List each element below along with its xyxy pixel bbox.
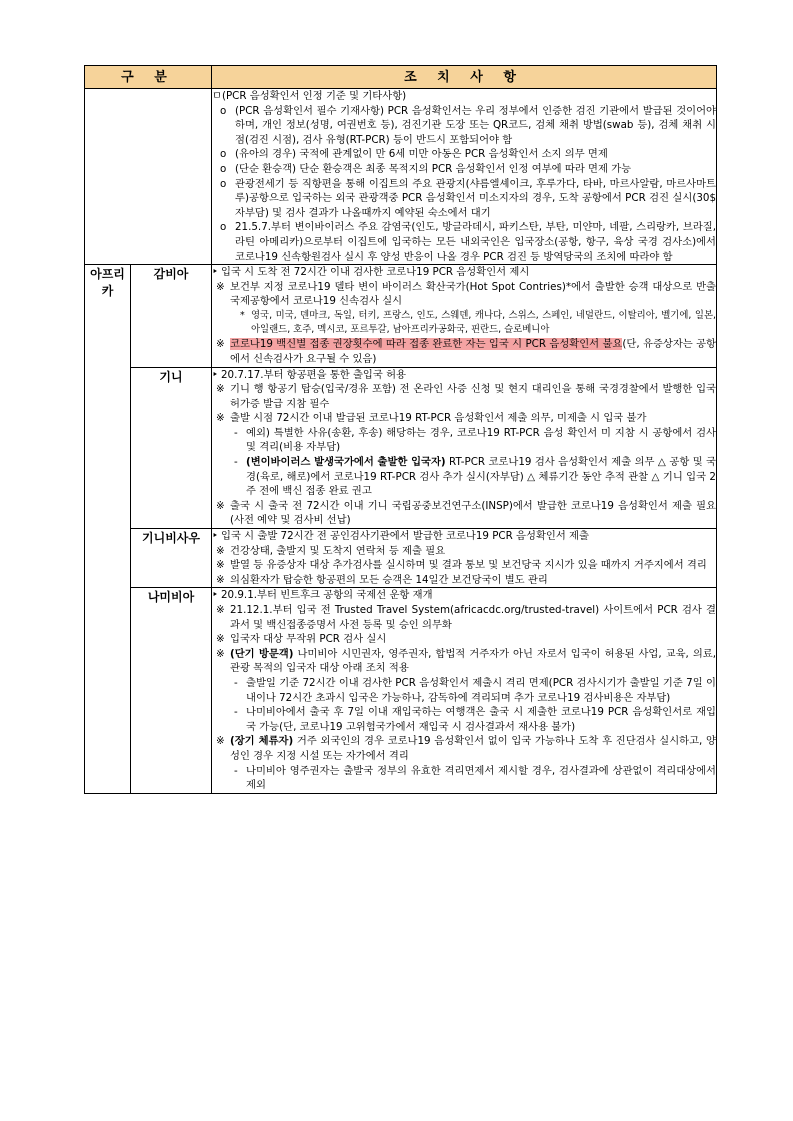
- circle-bullet-icon: o: [220, 177, 227, 190]
- arrow-bullet-icon: ‣: [212, 530, 219, 543]
- country-guinea-bissau: 기니비사우: [131, 529, 212, 588]
- dash-bullet-icon: -: [234, 764, 238, 777]
- dash-bullet-icon: -: [234, 676, 238, 689]
- general-item: o (유아의 경우) 국적에 관계없이 만 6세 미만 아동은 PCR 음성확인서 소지 의무 면제: [220, 148, 608, 161]
- reference-mark-icon: ※: [216, 604, 225, 616]
- gambia-content: ‣ 입국 시 도착 전 72시간 이내 검사한 코로나19 PCR 음성확인서 제시 ※ 보건부 지정 코로나19 델타 변이 바이러스 확산국가(Hot Spot Contries)*에서 출발한 승객 대상으로 반출 국제공항에서 코로나19 신속검사 실시 * 영국, 미국, 덴마크, 독일, 터키, 프랑스, 인도, 스웨덴, 캐나다, 스위스, 스페인, 네덜란드, 이탈리아, 벨기에, 일본, 아일랜드, 호주, 멕시코, 포르투갈, 남아프리카공화국, 핀란드, 슬로베니아 ※ 코로나19 백신별 접종 권장횟수에 따라 접종 완료한 자는 입국 시 PCR 음성확인서 불요(단, 유증상자는 공항에서 신속검사가 요구될 수 있음): [212, 265, 717, 367]
- header-measures: 조 치 사 항: [212, 66, 717, 89]
- country-row-namibia: [85, 588, 717, 793]
- reference-mark-icon: ※: [216, 499, 225, 512]
- general-item: o 관광전세기 등 직항편을 통해 이집트의 주요 관광지(샤름엘셰이크, 후루가다, 타바, 마르사알람, 마르사마트루)공항으로 입국하는 외국 관광객중 PCR 음성확인서 미소지자의 경우, 도착 공항에서 PCR 검진 실시(30$ 자부담) 및 검사 결과가 나올때까지 예약된 숙소에서 대기: [220, 177, 716, 219]
- country-gambia: 감비아: [131, 265, 212, 367]
- arrow-bullet-icon: ‣: [212, 589, 219, 602]
- reference-mark-icon: ※: [216, 573, 225, 586]
- circle-bullet-icon: o: [220, 148, 227, 161]
- reference-mark-icon: ※: [216, 559, 225, 572]
- general-item: o 21.5.7.부터 변이바이러스 주요 감염국(인도, 방글라데시, 파키스탄, 부탄, 미얀마, 네팔, 스리랑카, 브라질, 라틴 아메리카)으로부터 이집트에 입국하는 모든 내외국인은 입국장소(공항, 항구, 육상 국경 검사소)에서 코로나19 신속항원검사 실시 후 양성 반응이 나올 경우 PCR 검진 등 방역당국의 조치에 따라야 함: [220, 221, 716, 263]
- country-row-gambia: [85, 265, 717, 367]
- arrow-bullet-icon: ‣: [212, 368, 219, 381]
- guinea-bissau-content: ‣ 입국 시 출발 72시간 전 공인검사기관에서 발급한 코로나19 PCR 음성확인서 제출 ※ 건강상태, 출발지 및 도착지 연락처 등 제출 필요 ※ 발열 등 유증상자 대상 추가검사를 실시하며 및 결과 통보 및 보건당국 지시가 있을 때까지 거주지에서 격리 ※ 의심환자가 탑승한 항공편의 모든 승객은 14일간 보건당국이 별도 관리: [212, 529, 717, 588]
- reference-mark-icon: ※: [216, 647, 225, 660]
- arrow-bullet-icon: ‣: [212, 266, 219, 279]
- region-africa: 아프리카: [85, 265, 131, 794]
- namibia-content: ‣ 20.9.1.부터 빈트후크 공항의 국제선 운항 재개 ※ 21.12.1.부터 입국 전 Trusted Travel System(africacdc.org/trusted-travel) 사이트에서 PCR 검사 결과서 및 백신접종증명서 사전 등록 및 승인 의무화 ※ 입국자 대상 무작위 PCR 검사 실시 ※ (단기 방문객) 나미비아 시민권자, 영주권자, 합법적 거주자가 아닌 자로서 입국이 허용된 사업, 교육, 의료, 관광 목적의 입국자 대상 아래 조치 적용 - 출발일 기준 72시간 이내 검사한 PCR 음성확인서 제출시 격리 면제(PCR 검사시기가 출발일 기준 7일 이내이나 72시간 초과시 입국은 가능하나, 감독하에 격리되며 추가 코로나19 검사비용은 자부담) - 나미비아에서 출국 후 7일 이내 재입국하는 여행객은 출국 시 제출한 코로나19 PCR 음성확인서로 재입국 가능(단, 코로나19 고위험국가에서 재입국 시 검사결과서 재사용 불가) ※ (장기 체류자) 거주 외국인의 경우 코로나19 음성확인서 없이 입국 가능하나 도착 후 진단검사 실시하고, 양성인 경우 지정 시설 또는 자가에서 격리 - 나미비아 영주권자는 출발국 정부의 유효한 격리면제서 제시할 경우, 검사결과에 상관없이 격리대상에서 제외: [212, 588, 717, 793]
- general-row: [85, 89, 717, 265]
- reference-mark-icon: ※: [216, 544, 225, 557]
- table-header-row: [85, 66, 717, 89]
- reference-mark-icon: ※: [216, 383, 225, 396]
- general-item: o (PCR 음성확인서 필수 기재사항) PCR 음성확인서는 우리 정부에서 인증한 검진 기관에서 발급된 것이어야 하며, 개인 정보(성명, 여권번호 등), 검진기관 도장 또는 QR코드, 검체 채취 방법(swab 등), 검체 채취 시점(검진 시점), 검사 유형(RT-PCR) 등이 반드시 포함되어야 함: [220, 104, 716, 146]
- circle-bullet-icon: o: [220, 104, 227, 117]
- reference-mark-icon: ※: [216, 280, 225, 293]
- reference-mark-icon: ※: [216, 412, 225, 425]
- highlighted-text: 코로나19 백신별 접종 권장횟수에 따라 접종 완료한 자는 입국 시 PCR 음성확인서 불요: [230, 338, 623, 351]
- country-row-guinea: [85, 367, 717, 529]
- country-guinea: 기니: [131, 367, 212, 529]
- dash-bullet-icon: -: [234, 456, 238, 469]
- country-row-guinea-bissau: [85, 529, 717, 588]
- general-title: (PCR 음성확인서 인정 기준 및 기타사항): [221, 90, 407, 102]
- asterisk-icon: *: [240, 309, 245, 321]
- guinea-content: ‣ 20.7.17.부터 항공편을 통한 출입국 허용 ※ 기니 행 항공기 탑승(입국/경유 포함) 전 온라인 사증 신청 및 현지 대리인을 통해 국경경찰에서 발행한 입국 허가증 발급 지참 필수 ※ 출발 시점 72시간 이내 발급된 코로나19 RT-PCR 음성확인서 제출 의무, 미제출 시 입국 불가 - 예외) 특별한 사유(송환, 후송) 해당하는 경우, 코로나19 RT-PCR 음성 확인서 미 지참 시 공항에서 검사 및 격리(비용 자부담) - (변이바이러스 발생국가에서 출발한 입국자) RT-PCR 코로나19 검사 음성확인서 제출 의무 △ 공항 및 국경(육로, 해로)에서 코로나19 RT-PCR 검사 추가 실시(자부담) △ 체류기간 동안 추적 관찰 △ 기니 입국 2주 전에 백신 접종 완료 권고 ※ 출국 시 출국 전 72시간 이내 기니 국립공중보건연구소(INSP)에서 발급한 코로나19 음성확인서 제출 필요(사전 예약 및 검사비 선납): [212, 367, 717, 529]
- circle-bullet-icon: o: [220, 162, 227, 175]
- dash-bullet-icon: -: [234, 706, 238, 719]
- reference-mark-icon: ※: [216, 633, 225, 646]
- reference-mark-icon: ※: [216, 735, 225, 748]
- reference-mark-icon: ※: [216, 338, 225, 351]
- general-content: [212, 89, 717, 265]
- general-title-line: [212, 89, 716, 104]
- general-category-cell: [85, 89, 212, 265]
- circle-bullet-icon: o: [220, 221, 227, 234]
- general-item: o (단순 환승객) 단순 환승객은 최종 목적지의 PCR 음성확인서 인정 여부에 따라 면제 가능: [220, 162, 632, 175]
- dash-bullet-icon: -: [234, 426, 238, 439]
- square-bullet-icon: ㅁ: [212, 90, 222, 102]
- header-category: 구 분: [85, 66, 212, 89]
- country-namibia: 나미비아: [131, 588, 212, 793]
- measures-table: [84, 65, 717, 794]
